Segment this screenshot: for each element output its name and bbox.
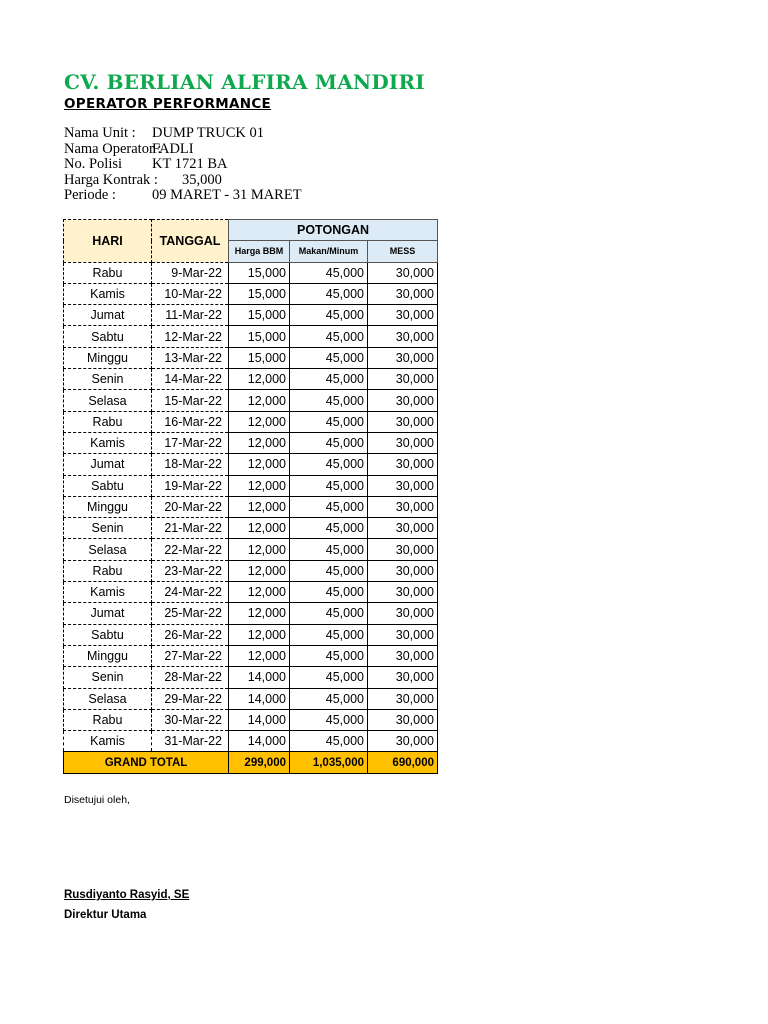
period-value: 09 MARET - 31 MARET: [152, 187, 302, 204]
cell-mess: 30,000: [368, 454, 438, 475]
table-row: [64, 518, 438, 539]
cell-day: Senin: [64, 518, 152, 539]
cell-day: Selasa: [64, 390, 152, 411]
cell-mess: 30,000: [368, 731, 438, 752]
cell-mess: 30,000: [368, 347, 438, 368]
cell-date: 23-Mar-22: [152, 560, 229, 581]
table-row: [64, 496, 438, 517]
grand-total-meal: 1,035,000: [290, 752, 368, 773]
cell-meal: 45,000: [290, 688, 368, 709]
cell-fuel: 12,000: [229, 454, 290, 475]
cell-mess: 30,000: [368, 539, 438, 560]
cell-date: 18-Mar-22: [152, 454, 229, 475]
cell-meal: 45,000: [290, 518, 368, 539]
cell-day: Senin: [64, 369, 152, 390]
cell-day: Minggu: [64, 496, 152, 517]
cell-day: Rabu: [64, 560, 152, 581]
table-row: [64, 347, 438, 368]
cell-date: 30-Mar-22: [152, 709, 229, 730]
table-row: [64, 305, 438, 326]
cell-date: 25-Mar-22: [152, 603, 229, 624]
contract-price-label: Harga Kontrak :: [64, 171, 158, 188]
cell-date: 31-Mar-22: [152, 731, 229, 752]
operator-value: FADLI: [152, 140, 194, 157]
cell-day: Kamis: [64, 731, 152, 752]
table-header-row: [64, 220, 438, 241]
cell-date: 16-Mar-22: [152, 411, 229, 432]
grand-total-mess: 690,000: [368, 752, 438, 773]
cell-fuel: 12,000: [229, 390, 290, 411]
cell-meal: 45,000: [290, 283, 368, 304]
cell-mess: 30,000: [368, 496, 438, 517]
cell-mess: 30,000: [368, 390, 438, 411]
cell-meal: 45,000: [290, 369, 368, 390]
cell-meal: 45,000: [290, 475, 368, 496]
report-title: OPERATOR PERFORMANCE: [64, 96, 272, 112]
cell-date: 28-Mar-22: [152, 667, 229, 688]
cell-mess: 30,000: [368, 645, 438, 666]
table-row: [64, 560, 438, 581]
cell-meal: 45,000: [290, 262, 368, 283]
cell-fuel: 12,000: [229, 624, 290, 645]
table-row: [64, 475, 438, 496]
cell-date: 19-Mar-22: [152, 475, 229, 496]
cell-date: 13-Mar-22: [152, 347, 229, 368]
table-row: [64, 645, 438, 666]
cell-fuel: 14,000: [229, 667, 290, 688]
unit-value: DUMP TRUCK 01: [152, 125, 264, 141]
cell-mess: 30,000: [368, 560, 438, 581]
cell-fuel: 12,000: [229, 560, 290, 581]
cell-mess: 30,000: [368, 411, 438, 432]
cell-date: 21-Mar-22: [152, 518, 229, 539]
police-number-label: No. Polisi: [64, 156, 123, 173]
table-row: [64, 369, 438, 390]
cell-fuel: 12,000: [229, 369, 290, 390]
cell-meal: 45,000: [290, 347, 368, 368]
cell-fuel: 12,000: [229, 603, 290, 624]
cell-mess: 30,000: [368, 283, 438, 304]
deduction-table: [63, 219, 438, 774]
cell-fuel: 12,000: [229, 539, 290, 560]
cell-fuel: 15,000: [229, 326, 290, 347]
cell-meal: 45,000: [290, 539, 368, 560]
cell-meal: 45,000: [290, 390, 368, 411]
cell-date: 15-Mar-22: [152, 390, 229, 411]
grand-total-label: GRAND TOTAL: [64, 752, 229, 773]
contract-price-value: 35,000: [182, 171, 222, 188]
col-header-fuel: Harga BBM: [229, 241, 290, 262]
cell-mess: 30,000: [368, 603, 438, 624]
table-row: [64, 262, 438, 283]
table-row: [64, 283, 438, 304]
unit-label: Nama Unit :: [64, 125, 136, 141]
cell-meal: 45,000: [290, 496, 368, 517]
cell-day: Kamis: [64, 432, 152, 453]
cell-day: Jumat: [64, 454, 152, 475]
cell-date: 17-Mar-22: [152, 432, 229, 453]
cell-fuel: 14,000: [229, 731, 290, 752]
cell-mess: 30,000: [368, 432, 438, 453]
table-row: [64, 432, 438, 453]
cell-day: Kamis: [64, 283, 152, 304]
cell-day: Rabu: [64, 411, 152, 432]
cell-date: 9-Mar-22: [152, 262, 229, 283]
cell-date: 12-Mar-22: [152, 326, 229, 347]
col-header-date: TANGGAL: [152, 220, 229, 263]
cell-day: Kamis: [64, 582, 152, 603]
cell-meal: 45,000: [290, 582, 368, 603]
table-row: [64, 539, 438, 560]
cell-meal: 45,000: [290, 603, 368, 624]
cell-meal: 45,000: [290, 411, 368, 432]
cell-day: Sabtu: [64, 326, 152, 347]
cell-fuel: 15,000: [229, 283, 290, 304]
cell-date: 14-Mar-22: [152, 369, 229, 390]
cell-fuel: 12,000: [229, 518, 290, 539]
cell-meal: 45,000: [290, 326, 368, 347]
cell-date: 11-Mar-22: [152, 305, 229, 326]
cell-mess: 30,000: [368, 305, 438, 326]
cell-meal: 45,000: [290, 560, 368, 581]
col-header-deductions: POTONGAN: [229, 220, 438, 241]
cell-mess: 30,000: [368, 582, 438, 603]
grand-total-fuel: 299,000: [229, 752, 290, 773]
cell-mess: 30,000: [368, 518, 438, 539]
table-row: [64, 390, 438, 411]
cell-date: 24-Mar-22: [152, 582, 229, 603]
cell-day: Selasa: [64, 688, 152, 709]
table-row: [64, 624, 438, 645]
cell-mess: 30,000: [368, 369, 438, 390]
cell-meal: 45,000: [290, 731, 368, 752]
col-header-mess: MESS: [368, 241, 438, 262]
table-row: [64, 411, 438, 432]
col-header-day: HARI: [64, 220, 152, 263]
cell-meal: 45,000: [290, 667, 368, 688]
cell-fuel: 12,000: [229, 645, 290, 666]
cell-day: Sabtu: [64, 624, 152, 645]
cell-fuel: 15,000: [229, 262, 290, 283]
cell-fuel: 14,000: [229, 709, 290, 730]
cell-fuel: 12,000: [229, 411, 290, 432]
cell-fuel: 12,000: [229, 582, 290, 603]
cell-day: Rabu: [64, 709, 152, 730]
cell-mess: 30,000: [368, 688, 438, 709]
cell-meal: 45,000: [290, 305, 368, 326]
cell-date: 29-Mar-22: [152, 688, 229, 709]
table-row: [64, 731, 438, 752]
cell-day: Senin: [64, 667, 152, 688]
police-number-value: KT 1721 BA: [152, 156, 228, 173]
col-header-meal: Makan/Minum: [290, 241, 368, 262]
cell-date: 26-Mar-22: [152, 624, 229, 645]
cell-mess: 30,000: [368, 667, 438, 688]
cell-mess: 30,000: [368, 624, 438, 645]
cell-day: Jumat: [64, 305, 152, 326]
period-label: Periode :: [64, 187, 116, 204]
cell-meal: 45,000: [290, 454, 368, 475]
approval-text: Disetujui oleh,: [64, 794, 130, 806]
grand-total-row: [64, 752, 438, 773]
table-row: [64, 709, 438, 730]
cell-fuel: 14,000: [229, 688, 290, 709]
cell-day: Minggu: [64, 347, 152, 368]
table-row: [64, 688, 438, 709]
table-row: [64, 603, 438, 624]
cell-mess: 30,000: [368, 262, 438, 283]
table-row: [64, 667, 438, 688]
cell-fuel: 12,000: [229, 475, 290, 496]
cell-date: 20-Mar-22: [152, 496, 229, 517]
cell-mess: 30,000: [368, 475, 438, 496]
cell-date: 22-Mar-22: [152, 539, 229, 560]
cell-day: Jumat: [64, 603, 152, 624]
table-row: [64, 454, 438, 475]
cell-meal: 45,000: [290, 709, 368, 730]
cell-day: Rabu: [64, 262, 152, 283]
cell-date: 27-Mar-22: [152, 645, 229, 666]
cell-day: Minggu: [64, 645, 152, 666]
cell-day: Selasa: [64, 539, 152, 560]
company-name: CV. BERLIAN ALFIRA MANDIRI: [64, 70, 425, 94]
cell-meal: 45,000: [290, 624, 368, 645]
cell-fuel: 12,000: [229, 432, 290, 453]
cell-mess: 30,000: [368, 709, 438, 730]
cell-meal: 45,000: [290, 645, 368, 666]
cell-fuel: 15,000: [229, 305, 290, 326]
signer-name: Rusdiyanto Rasyid, SE: [64, 889, 190, 901]
cell-mess: 30,000: [368, 326, 438, 347]
cell-date: 10-Mar-22: [152, 283, 229, 304]
table-row: [64, 326, 438, 347]
operator-label: Nama Operator :: [64, 140, 162, 157]
cell-fuel: 15,000: [229, 347, 290, 368]
cell-meal: 45,000: [290, 432, 368, 453]
cell-fuel: 12,000: [229, 496, 290, 517]
signer-position: Direktur Utama: [64, 909, 147, 921]
table-row: [64, 582, 438, 603]
cell-day: Sabtu: [64, 475, 152, 496]
